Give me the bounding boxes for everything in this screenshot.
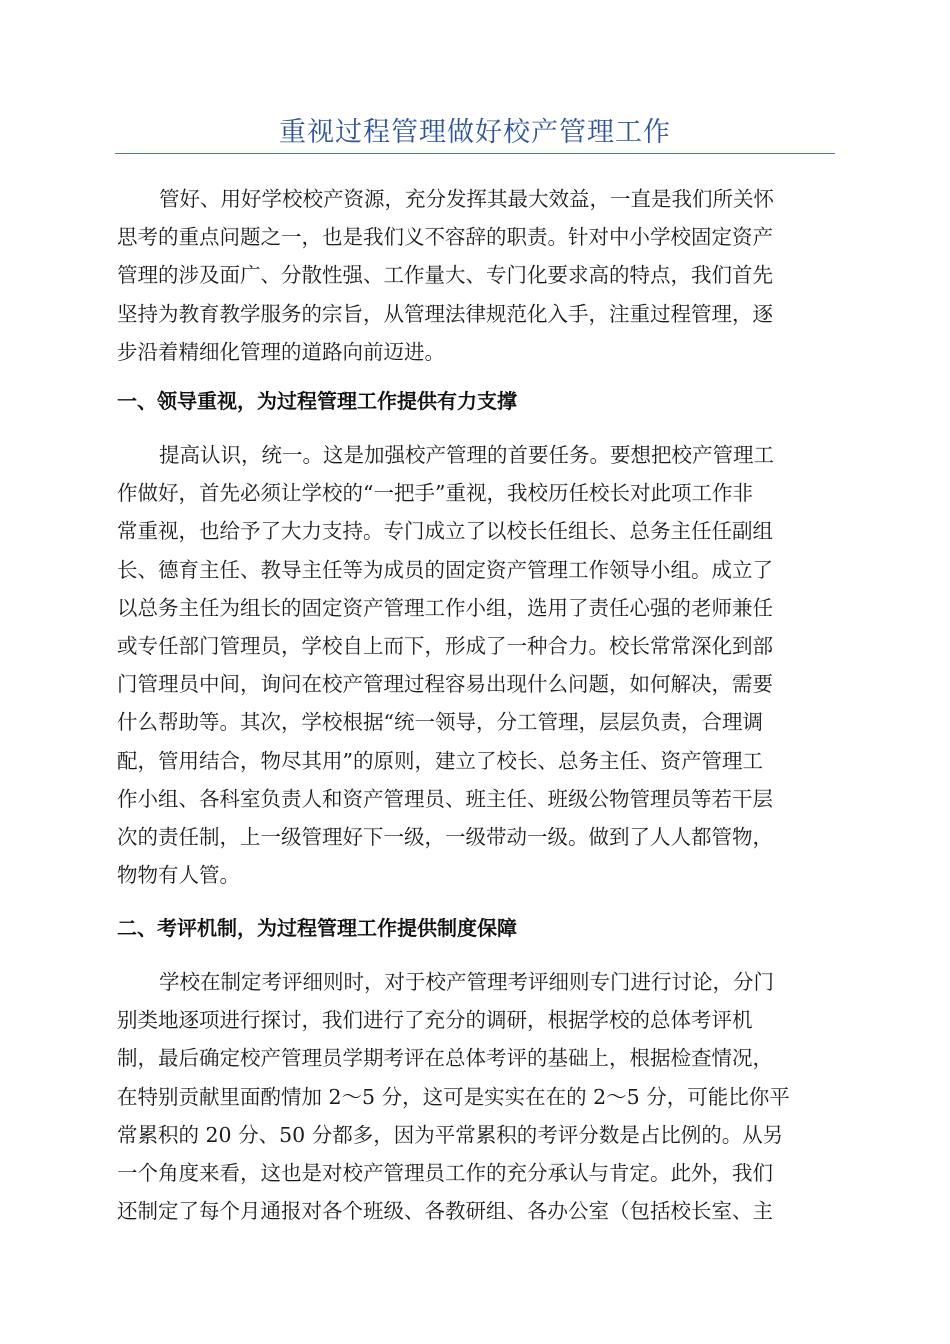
text-line: 制，最后确定校产管理员学期考评在总体考评的基础上，根据检查情况， [117, 1046, 773, 1071]
text-line: 作小组、各科室负责人和资产管理员、班主任、班级公物管理员等若干层 [117, 786, 773, 811]
text-line: 管好、用好学校校产资源，充分发挥其最大效益，一直是我们所关怀 [159, 187, 774, 211]
intro-paragraph [117, 180, 833, 371]
text-line: 作做好，首先必须让学校的“一把手”重视，我校历任校长对此项工作非 [117, 481, 753, 506]
text-line: 或专任部门管理员，学校自上而下，形成了一种合力。校长常常深化到部 [117, 634, 773, 659]
text-line: 配，管用结合，物尽其用”的原则，建立了校长、总务主任、资产管理工 [117, 748, 763, 773]
text-line: 思考的重点问题之一，也是我们义不容辞的职责。针对中小学校固定资产 [117, 225, 773, 250]
text-line: 常累积的 20 分、50 分都多，因为平常累积的考评分数是占比例的。从另 [117, 1122, 784, 1147]
text-line: 一个角度来看，这也是对校产管理员工作的充分承认与肯定。此外，我们 [117, 1161, 773, 1186]
text-line: 学校在制定考评细则时，对于校产管理考评细则专门进行讨论，分门 [159, 970, 774, 994]
section-heading-2: 二、考评机制，为过程管理工作提供制度保障 [117, 916, 517, 940]
text-line: 别类地逐项进行探讨，我们进行了充分的调研，根据学校的总体考评机 [117, 1008, 753, 1033]
text-line: 在特别贡献里面酌情加 2～5 分，这可是实实在在的 2～5 分，可能比你平 [117, 1084, 790, 1109]
text-line: 长、德育主任、教导主任等为成员的固定资产管理工作领导小组。成立了 [117, 557, 773, 582]
text-line: 常重视，也给予了大力支持。专门成立了以校长任组长、总务主任任副组 [117, 519, 773, 544]
section-heading-1: 一、领导重视，为过程管理工作提供有力支撑 [117, 389, 517, 413]
text-line: 次的责任制，上一级管理好下一级，一级带动一级。做到了人人都管物， [117, 825, 773, 850]
text-line: 门管理员中间，询问在校产管理过程容易出现什么问题，如何解决，需要 [117, 672, 773, 697]
text-line: 步沿着精细化管理的道路向前迈进。 [117, 339, 445, 364]
text-line: 管理的涉及面广、分散性强、工作量大、专门化要求高的特点，我们首先 [117, 263, 773, 288]
document-title: 重视过程管理做好校产管理工作 [279, 117, 671, 148]
text-line: 提高认识，统一。这是加强校产管理的首要任务。要想把校产管理工 [159, 443, 774, 467]
title-underline [115, 153, 835, 154]
text-line: 物物有人管。 [117, 863, 240, 888]
section-1-paragraph [117, 436, 833, 894]
text-line: 以总务主任为组长的固定资产管理工作小组，选用了责任心强的老师兼任 [117, 595, 773, 620]
section-2-paragraph [117, 963, 833, 1230]
text-line: 坚持为教育教学服务的宗旨，从管理法律规范化入手，注重过程管理，逐 [117, 301, 773, 326]
text-line: 什么帮助等。其次，学校根据“统一领导，分工管理，层层负责，合理调 [117, 710, 763, 735]
text-line: 还制定了每个月通报对各个班级、各教研组、各办公室（包括校长室、主 [117, 1199, 773, 1224]
